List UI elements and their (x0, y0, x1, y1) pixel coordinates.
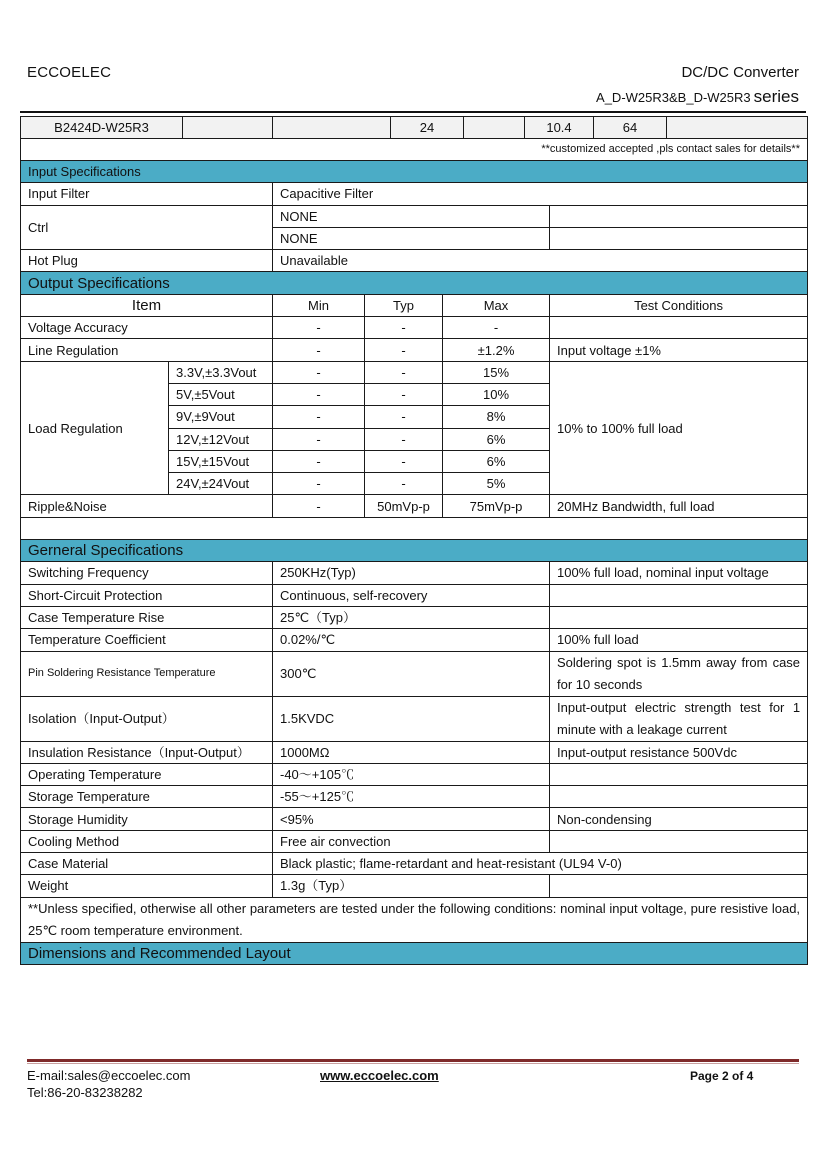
row-hot-plug (21, 250, 808, 272)
label: Cooling Method (21, 830, 273, 852)
row-load-regulation (21, 361, 808, 383)
series-code: A_D-W25R3&B_D-W25R3 (596, 90, 751, 105)
label: Storage Humidity (21, 808, 273, 830)
value: NONE (273, 205, 550, 227)
max: 6% (443, 428, 550, 450)
section-dimensions: Dimensions and Recommended Layout (21, 942, 808, 964)
row-pin-soldering (21, 651, 808, 696)
test: 20MHz Bandwidth, full load (550, 495, 808, 517)
row-switching-frequency (21, 562, 808, 584)
test (550, 875, 808, 897)
min: - (273, 495, 365, 517)
typ: 50mVp-p (365, 495, 443, 517)
col-test: Test Conditions (550, 294, 808, 316)
row-case-temp-rise (21, 606, 808, 628)
test: Non-condensing (550, 808, 808, 830)
empty-cell (550, 205, 808, 227)
test: 100% full load (550, 629, 808, 651)
test: Input-output resistance 500Vdc (550, 741, 808, 763)
row-voltage-accuracy (21, 317, 808, 339)
model-cell (273, 117, 391, 139)
label: Ctrl (21, 205, 273, 250)
value: 1000MΩ (273, 741, 550, 763)
row-storage-humidity (21, 808, 808, 830)
footer-rule (27, 1059, 799, 1062)
row-storage-temp (21, 786, 808, 808)
typ: - (365, 473, 443, 495)
test (550, 606, 808, 628)
typ: - (365, 450, 443, 472)
col-item: Item (21, 294, 273, 316)
value: 1.5KVDC (273, 696, 550, 741)
test: Soldering spot is 1.5mm away from case for 10 seconds (550, 651, 808, 696)
value: 300℃ (273, 651, 550, 696)
series-label (596, 87, 799, 107)
row-ctrl (21, 205, 808, 227)
min: - (273, 406, 365, 428)
row-isolation (21, 696, 808, 741)
row-case-material (21, 853, 808, 875)
row-ripple-noise (21, 495, 808, 517)
sub: 9V,±9Vout (169, 406, 273, 428)
max: 6% (443, 450, 550, 472)
row-cooling-method (21, 830, 808, 852)
model-cell: 10.4 (525, 117, 594, 139)
label: Input Filter (21, 183, 273, 205)
min: - (273, 317, 365, 339)
model-cell (464, 117, 525, 139)
value: Continuous, self-recovery (273, 584, 550, 606)
test: Input-output electric strength test for 1 minute with a leakage current (550, 696, 808, 741)
footer-rule-thin (27, 1063, 799, 1064)
min: - (273, 339, 365, 361)
label: Hot Plug (21, 250, 273, 272)
empty-cell (550, 227, 808, 249)
test: Input voltage ±1% (550, 339, 808, 361)
col-typ: Typ (365, 294, 443, 316)
typ: - (365, 428, 443, 450)
sub: 12V,±12Vout (169, 428, 273, 450)
model-cell: 24 (391, 117, 464, 139)
section-general-specs: Gerneral Specifications (21, 540, 808, 562)
value: <95% (273, 808, 550, 830)
row-temp-coefficient (21, 629, 808, 651)
row-short-circuit (21, 584, 808, 606)
footer-tel: Tel:86-20-83238282 (27, 1085, 143, 1100)
row-test-conditions-note (21, 897, 808, 942)
test (550, 763, 808, 785)
min: - (273, 473, 365, 495)
document-title: DC/DC Converter (681, 64, 799, 81)
sub: 24V,±24Vout (169, 473, 273, 495)
typ: - (365, 383, 443, 405)
typ: - (365, 361, 443, 383)
section-input-specs: Input Specifications (21, 161, 808, 183)
min: - (273, 450, 365, 472)
test: 100% full load, nominal input voltage (550, 562, 808, 584)
label: Temperature Coefficient (21, 629, 273, 651)
page-number: Page 2 of 4 (690, 1069, 754, 1083)
brand-name: ECCOELEC (27, 64, 112, 81)
value: 1.3g（Typ） (273, 875, 550, 897)
model-cell (667, 117, 808, 139)
label: Case Material (21, 853, 273, 875)
max: 5% (443, 473, 550, 495)
test (550, 584, 808, 606)
label: Storage Temperature (21, 786, 273, 808)
value: Unavailable (273, 250, 808, 272)
label: Operating Temperature (21, 763, 273, 785)
label: Insulation Resistance（Input-Output） (21, 741, 273, 763)
value: Capacitive Filter (273, 183, 808, 205)
output-header-row (21, 294, 808, 316)
label: Ripple&Noise (21, 495, 273, 517)
model-cell: 64 (594, 117, 667, 139)
max: 8% (443, 406, 550, 428)
test-conditions-note: **Unless specified, otherwise all other parameters are tested under the following conditions: nominal input voltage, pure resistive load, 25℃ room temperature environment. (21, 897, 808, 942)
row-insulation-resistance (21, 741, 808, 763)
value: NONE (273, 227, 550, 249)
label: Weight (21, 875, 273, 897)
row-weight (21, 875, 808, 897)
value: 250KHz(Typ) (273, 562, 550, 584)
row-operating-temp (21, 763, 808, 785)
max: 10% (443, 383, 550, 405)
min: - (273, 428, 365, 450)
value: Black plastic; flame-retardant and heat-resistant (UL94 V-0) (273, 853, 808, 875)
max: 15% (443, 361, 550, 383)
max: ±1.2% (443, 339, 550, 361)
footer-email: E-mail:sales@eccoelec.com (27, 1068, 191, 1083)
empty-cell (21, 517, 808, 539)
value: -40～+105℃ (273, 763, 550, 785)
min: - (273, 383, 365, 405)
label: Switching Frequency (21, 562, 273, 584)
typ: - (365, 339, 443, 361)
typ: - (365, 317, 443, 339)
col-max: Max (443, 294, 550, 316)
section-output-specs: Output Specifications (21, 272, 808, 294)
test (550, 786, 808, 808)
series-word: series (753, 87, 799, 106)
sub: 3.3V,±3.3Vout (169, 361, 273, 383)
model-number: B2424D-W25R3 (21, 117, 183, 139)
test: 10% to 100% full load (550, 361, 808, 495)
model-row (21, 117, 808, 139)
label: Load Regulation (21, 361, 169, 495)
row-line-regulation (21, 339, 808, 361)
label: Pin Soldering Resistance Temperature (21, 651, 273, 696)
spec-table (20, 160, 808, 965)
spacer-row (21, 517, 808, 539)
label: Case Temperature Rise (21, 606, 273, 628)
row-input-filter (21, 183, 808, 205)
value: 0.02%/℃ (273, 629, 550, 651)
max: - (443, 317, 550, 339)
value: -55～+125℃ (273, 786, 550, 808)
col-min: Min (273, 294, 365, 316)
typ: - (365, 406, 443, 428)
customization-note: **customized accepted ,pls contact sales for details** (21, 139, 808, 161)
customization-note-row (21, 139, 808, 161)
label: Line Regulation (21, 339, 273, 361)
test (550, 830, 808, 852)
label: Voltage Accuracy (21, 317, 273, 339)
value: 25℃（Typ） (273, 606, 550, 628)
test (550, 317, 808, 339)
footer-website-link[interactable]: www.eccoelec.com (320, 1068, 439, 1083)
value: Free air convection (273, 830, 550, 852)
model-cell (183, 117, 273, 139)
sub: 15V,±15Vout (169, 450, 273, 472)
header-rule (20, 111, 806, 113)
sub: 5V,±5Vout (169, 383, 273, 405)
min: - (273, 361, 365, 383)
label: Short-Circuit Protection (21, 584, 273, 606)
model-table (20, 116, 808, 161)
label: Isolation（Input-Output） (21, 696, 273, 741)
max: 75mVp-p (443, 495, 550, 517)
